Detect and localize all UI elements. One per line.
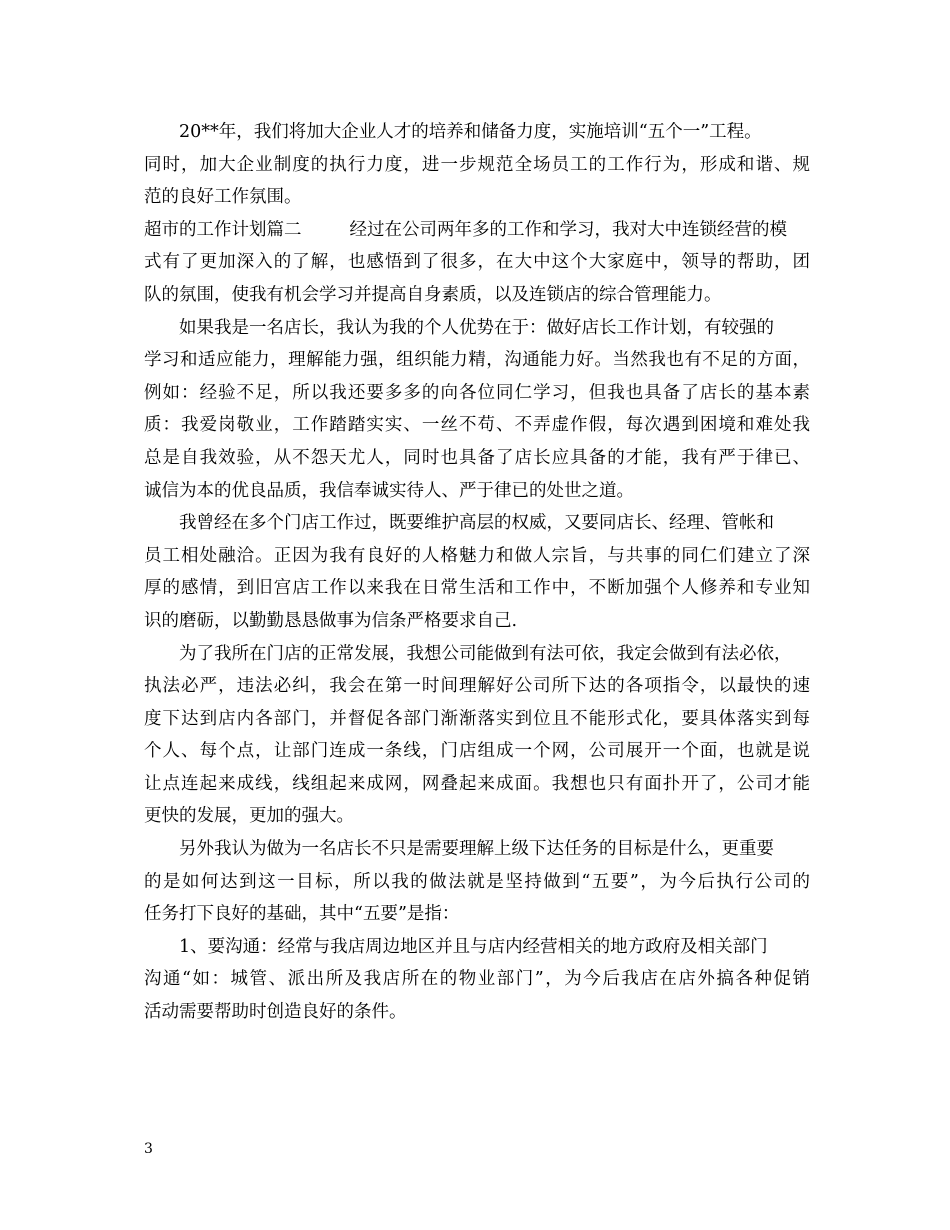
- text-line: 执法必严，违法必纠，我会在第一时间理解好公司所下达的各项指令，以最快的速: [144, 676, 810, 697]
- text-line: 为了我所在门店的正常发展，我想公司能做到有法可依，我定会做到有法必依，: [179, 643, 792, 664]
- text-line: 20**年，我们将加大企业人才的培养和储备力度，实施培训“五个一”工程。: [179, 122, 762, 142]
- text-line: 例如：经验不足，所以我还要多多的向各位同仁学习，但我也具备了店长的基本素: [144, 382, 810, 403]
- page-number: 3: [144, 1141, 153, 1157]
- text-line: 诚信为本的优良品质，我信奉诚实待人、严于律已的处世之道。: [144, 480, 634, 501]
- text-line: 质：我爱岗敬业，工作踏踏实实、一丝不苟、不弄虚作假，每次遇到困境和难处我: [144, 415, 810, 436]
- text-line: 队的氛围，使我有机会学习并提高自身素质，以及连锁店的综合管理能力。: [144, 284, 722, 305]
- text-line: 学习和适应能力，理解能力强，组织能力精，沟通能力好。当然我也有不足的方面，: [144, 350, 810, 371]
- section-heading: 超市的工作计划篇二: [144, 219, 302, 240]
- text-line: 更快的发展，更加的强大。: [144, 806, 354, 827]
- text-line: 员工相处融洽。正因为我有良好的人格魅力和做人宗旨，与共事的同仁们建立了深: [144, 545, 810, 566]
- text-line: 我曾经在多个门店工作过，既要维护高层的权威，又要同店长、经理、管帐和: [179, 513, 774, 534]
- text-line: 活动需要帮助时创造良好的条件。: [144, 1002, 407, 1023]
- document-body: [144, 116, 810, 1029]
- text-line: 总是自我效验，从不怨天尤人，同时也具备了店长应具备的才能，我有严于律已、: [144, 447, 810, 468]
- text-line: 度下达到店内各部门，并督促各部门渐渐落实到位且不能形式化，要具体落实到每: [144, 708, 810, 729]
- text-line: 沟通“如：城管、派出所及我店所在的物业部门”，为今后我店在店外搞各种促销: [144, 969, 810, 990]
- text-line: 厚的感情，到旧宫店工作以来我在日常生活和工作中，不断加强个人修养和专业知: [144, 578, 810, 599]
- text-line: 式有了更加深入的了解，也感悟到了很多，在大中这个大家庭中，领导的帮助，团: [144, 252, 810, 273]
- text-line: 的是如何达到这一目标，所以我的做法就是坚持做到“五要”，为今后执行公司的: [144, 871, 810, 892]
- text-line: 如果我是一名店长，我认为我的个人优势在于：做好店长工作计划，有较强的: [179, 317, 774, 338]
- text-line: 任务打下良好的基础，其中“五要”是指：: [144, 904, 460, 925]
- text-line: [144, 214, 810, 247]
- text-line: 同时，加大企业制度的执行力度，进一步规范全场员工的工作行为，形成和谐、规: [144, 154, 810, 175]
- text-run: 经过在公司两年多的工作和学习，我对大中连锁经营的模: [349, 219, 787, 240]
- text-line: 个人、每个点，让部门连成一条线，门店组成一个网，公司展开一个面，也就是说: [144, 741, 810, 762]
- text-line: 识的磨砺，以勤勤恳恳做事为信条严格要求自己.: [144, 610, 518, 631]
- text-line: 让点连起来成线，线组起来成网，网叠起来成面。我想也只有面扑开了，公司才能: [144, 773, 810, 794]
- text-line: 1、要沟通：经常与我店周边地区并且与店内经营相关的地方政府及相关部门: [179, 936, 768, 957]
- text-line: 另外我认为做为一名店长不只是需要理解上级下达任务的目标是什么，更重要: [179, 839, 774, 860]
- text-line: 范的良好工作氛围。: [144, 187, 302, 208]
